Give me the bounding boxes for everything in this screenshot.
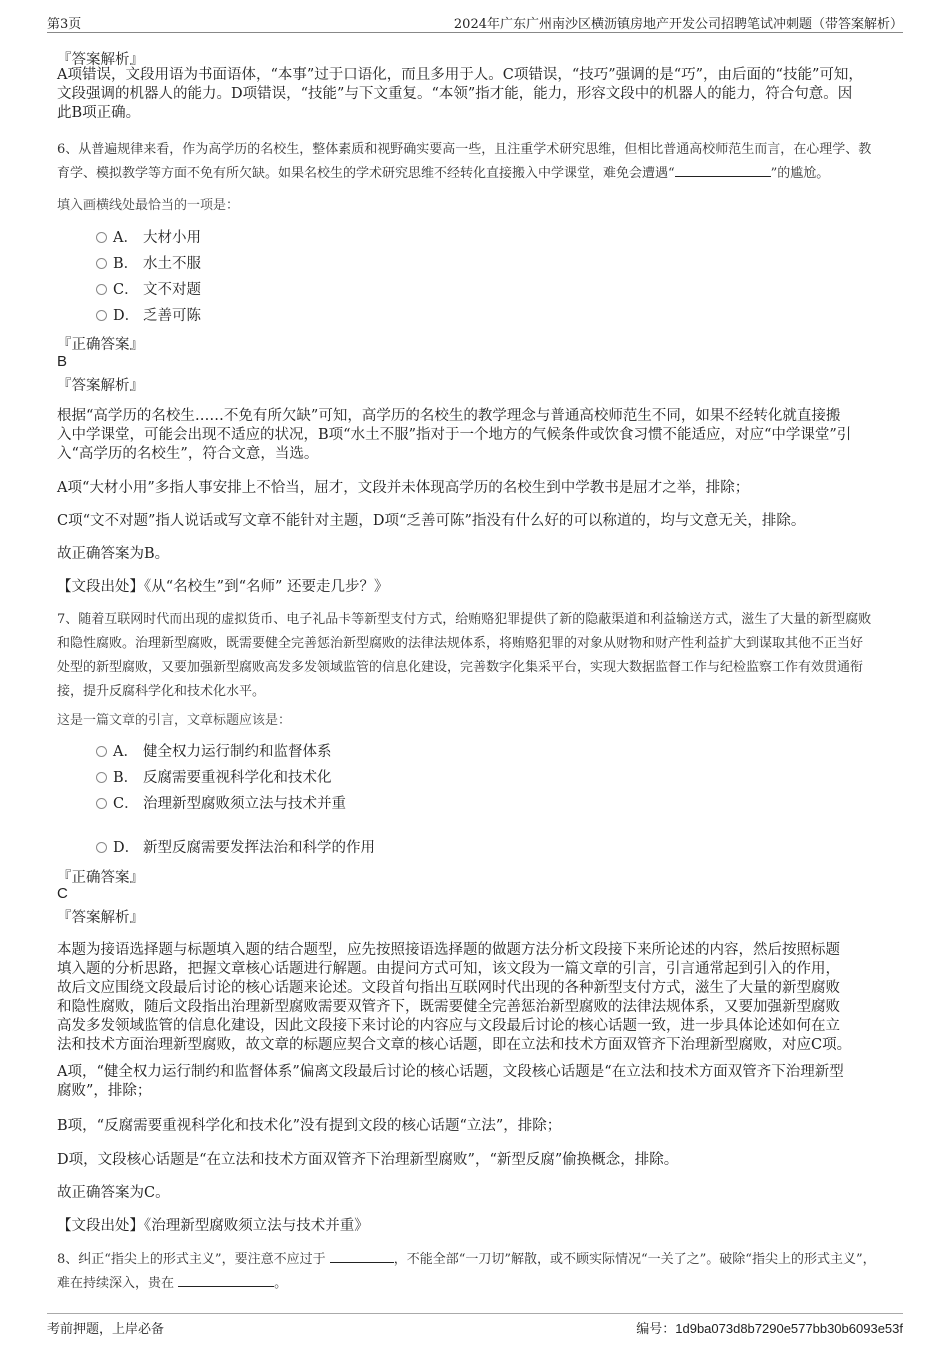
question-6-line2: 育学、模拟教学等方面不免有所欠缺。如果名校生的学术研究思维不经转化直接搬入中学课堂，难免会遭遇“ ”的尴尬。: [57, 166, 830, 181]
q7-answer: C: [57, 885, 68, 902]
prev-analysis-label: 『答案解析』: [57, 52, 144, 68]
prev-analysis-line: A项错误，文段用语为书面语体，“本事”过于口语化，而且多用于人。C项错误，“技巧”强调的是“巧”，由后面的“技能”可知，: [57, 67, 863, 83]
q6-analysis-line: 入中学课堂，可能会出现不适应的状况，B项“水土不服”指对于一个地方的气候条件或饮食习惯不能适应，对应“中学课堂”引: [57, 427, 852, 443]
q7-option-b[interactable]: B． 反腐需要重视科学化和技术化: [96, 767, 332, 789]
q7-analysis-p3: B项，“反腐需要重视科学化和技术化”没有提到文段的核心话题“立法”，排除；: [57, 1118, 562, 1134]
question-8-stem: [57, 1248, 902, 1296]
document-title: 2024年广东广州南沙区横沥镇房地产开发公司招聘笔试冲刺题（带答案解析）: [453, 17, 903, 32]
question-6-prompt: 填入画横线处最恰当的一项是：: [57, 198, 240, 213]
question-6-line1: 6、从普遍规律来看，作为高学历的名校生，整体素质和视野确实要高一些，且注重学术研究思维，但相比普通高校师范生而言，在心理学、教: [57, 142, 872, 157]
radio-icon[interactable]: [96, 310, 107, 321]
q6-analysis-p4: 故正确答案为B。: [57, 546, 170, 562]
fill-blank: [178, 1274, 274, 1287]
radio-icon[interactable]: [96, 772, 107, 783]
q6-option-d[interactable]: D． 乏善可陈: [96, 305, 201, 327]
radio-icon[interactable]: [96, 284, 107, 295]
q7-analysis-p2: [57, 1063, 902, 1101]
footer-slogan: 考前押题，上岸必备: [47, 1322, 165, 1337]
q7-analysis-label: 『答案解析』: [57, 910, 144, 926]
page-footer: [47, 1313, 903, 1336]
prev-analysis-line: 文段强调的机器人的能力。D项错误，“技能”与下文重复。“本领”指才能，能力，形容文段中的机器人的能力，符合句意。因: [57, 86, 853, 102]
q7-analysis-line: 填入题的分析思路，把握文章核心话题进行解题。由提问方式可知，该文段为一篇文章的引言，引言通常起到引入的作用，: [57, 961, 840, 977]
radio-icon[interactable]: [96, 258, 107, 269]
q7-analysis-line: 和隐性腐败，随后文段指出治理新型腐败需要双管齐下，既需要健全完善惩治新型腐败的法律法规体系，又要加强新型腐败: [57, 999, 840, 1015]
question-7-line: 处型的新型腐败，又要加强新型腐败高发多发领域监管的信息化建设，完善数字化集采平台，实现大数据监督工作与纪检监察工作有效贯通衔: [57, 660, 864, 675]
q7-option-a[interactable]: A． 健全权力运行制约和监督体系: [96, 741, 332, 763]
q6-option-b[interactable]: B． 水土不服: [96, 253, 201, 275]
q6-analysis-line: 根据“高学历的名校生……不免有所欠缺”可知，高学历的名校生的教学理念与普通高校师范生不同，如果不经转化就直接搬: [57, 408, 841, 424]
q6-option-c[interactable]: C． 文不对题: [96, 279, 201, 301]
q7-option-c[interactable]: C． 治理新型腐败须立法与技术并重: [96, 793, 346, 815]
fill-blank: [330, 1250, 394, 1263]
question-6-stem: [57, 138, 902, 186]
q6-option-a[interactable]: A． 大材小用: [96, 227, 201, 249]
q6-answer: B: [57, 353, 68, 370]
q7-analysis-line: 法和技术方面治理新型腐败，故文章的标题应契合文章的核心话题，即在立法和技术方面双管齐下治理新型腐败，对应C项。: [57, 1037, 852, 1053]
fill-blank: [675, 164, 771, 177]
question-7-stem: [57, 608, 902, 704]
question-8-line2: 难在持续深入，贵在 。: [57, 1276, 288, 1291]
q6-analysis-label: 『答案解析』: [57, 378, 144, 394]
q7-option-d[interactable]: D． 新型反腐需要发挥法治和科学的作用: [96, 837, 375, 859]
q7-source: 【文段出处】《治理新型腐败须立法与技术并重》: [57, 1218, 369, 1234]
radio-icon[interactable]: [96, 842, 107, 853]
q6-analysis-p3: C项“文不对题”指人说话或写文章不能针对主题，D项“乏善可陈”指没有什么好的可以称道的，均与文意无关，排除。: [57, 513, 806, 529]
radio-icon[interactable]: [96, 798, 107, 809]
q7-analysis-p4: D项，文段核心话题是“在立法和技术方面双管齐下治理新型腐败”，“新型反腐”偷换概念，排除。: [57, 1152, 679, 1168]
radio-icon[interactable]: [96, 746, 107, 757]
q7-analysis-line: 故后文应围绕文段最后讨论的核心话题来论述。文段首句指出互联网时代出现的各种新型支付方式，滋生了大量的新型腐败: [57, 980, 840, 996]
question-7-line: 接，提升反腐科学化和技术化水平。: [57, 684, 266, 699]
q6-analysis-p1: [57, 407, 902, 464]
q6-analysis-line: 入“高学历的名校生”，符合文意，当选。: [57, 446, 319, 462]
q7-analysis-line: 腐败”，排除；: [57, 1083, 152, 1099]
question-7-line: 和隐性腐败。治理新型腐败，既需要健全完善惩治新型腐败的法律法规体系，将贿赂犯罪的对象从财物和财产性利益扩大到谋取其他不正当好: [57, 636, 864, 651]
page-number: 第3页: [47, 17, 82, 32]
question-8-line1: 8、纠正“指尖上的形式主义”，要注意不应过于 ，不能全部“一刀切”解散，或不顾实际情况“一关了之”。破除“指尖上的形式主义”，: [57, 1252, 876, 1267]
question-7-prompt: 这是一篇文章的引言，文章标题应该是：: [57, 713, 292, 728]
q6-source: 【文段出处】《从“名校生”到“名师” 还要走几步？》: [57, 579, 389, 595]
q7-analysis-line: A项，“健全权力运行制约和监督体系”偏离文段最后讨论的核心话题，文段核心话题是“在立法和技术方面双管齐下治理新型: [57, 1064, 844, 1080]
q7-analysis-line: 本题为接语选择题与标题填入题的结合题型，应先按照接语选择题的做题方法分析文段接下来所论述的内容，然后按照标题: [57, 942, 840, 958]
q7-analysis-p5: 故正确答案为C。: [57, 1185, 170, 1201]
prev-analysis-text: [57, 66, 897, 123]
question-7-line: 7、随着互联网时代而出现的虚拟货币、电子礼品卡等新型支付方式，给贿赂犯罪提供了新的隐蔽渠道和利益输送方式，滋生了大量的新型腐败: [57, 612, 872, 627]
q7-correct-label: 『正确答案』: [57, 870, 144, 886]
q6-correct-label: 『正确答案』: [57, 337, 144, 353]
prev-analysis-line: 此B项正确。: [57, 105, 141, 121]
page-header: [47, 10, 903, 33]
q7-analysis-p1: [57, 941, 902, 1055]
q7-analysis-line: 高发多发领域监管的信息化建设，因此文段接下来讨论的内容应与文段最后讨论的核心话题一致，进一步具体论述如何在立: [57, 1018, 840, 1034]
q6-analysis-p2: A项“大材小用”多指人事安排上不恰当，屈才，文段并未体现高学历的名校生到中学教书是屈才之举，排除；: [57, 480, 750, 496]
document-id: 编号：1d9ba073d8b7290e577bb30b6093e53f: [636, 1321, 903, 1336]
radio-icon[interactable]: [96, 232, 107, 243]
